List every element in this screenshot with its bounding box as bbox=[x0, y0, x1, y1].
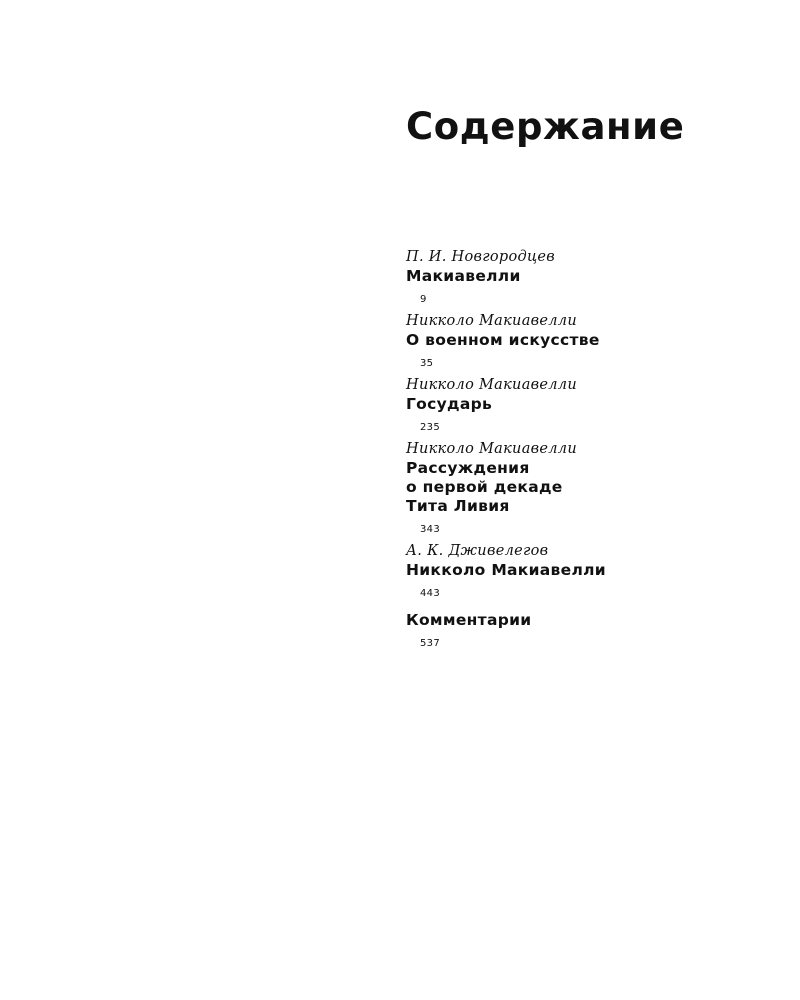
toc-entry bbox=[406, 541, 786, 601]
toc-entry bbox=[406, 247, 786, 307]
entry-title: Макиавелли bbox=[406, 267, 521, 285]
table-of-contents bbox=[406, 247, 786, 655]
entry-page-number: 537 bbox=[420, 638, 440, 649]
entry-author: Никколо Макиавелли bbox=[406, 377, 577, 393]
toc-entry bbox=[406, 311, 786, 371]
toc-entry bbox=[406, 375, 786, 435]
entry-author: Никколо Макиавелли bbox=[406, 313, 577, 329]
toc-entry bbox=[406, 611, 786, 651]
page-title: Содержание bbox=[406, 105, 685, 148]
toc-entry bbox=[406, 439, 786, 537]
entry-author: Никколо Макиавелли bbox=[406, 441, 577, 457]
entry-author: А. К. Дживелегов bbox=[406, 543, 549, 559]
entry-page-number: 9 bbox=[420, 294, 427, 305]
entry-title: Государь bbox=[406, 395, 493, 413]
entry-author: П. И. Новгородцев bbox=[406, 249, 556, 265]
entry-title: Никколо Макиавелли bbox=[406, 561, 606, 579]
entry-page-number: 343 bbox=[420, 524, 440, 535]
entry-title: Рассуждения о первой декаде Тита Ливия bbox=[406, 459, 563, 515]
entry-page-number: 35 bbox=[420, 358, 434, 369]
entry-page-number: 443 bbox=[420, 588, 440, 599]
entry-title: Комментарии bbox=[406, 611, 532, 629]
entry-page-number: 235 bbox=[420, 422, 440, 433]
entry-title: О военном искусстве bbox=[406, 331, 600, 349]
